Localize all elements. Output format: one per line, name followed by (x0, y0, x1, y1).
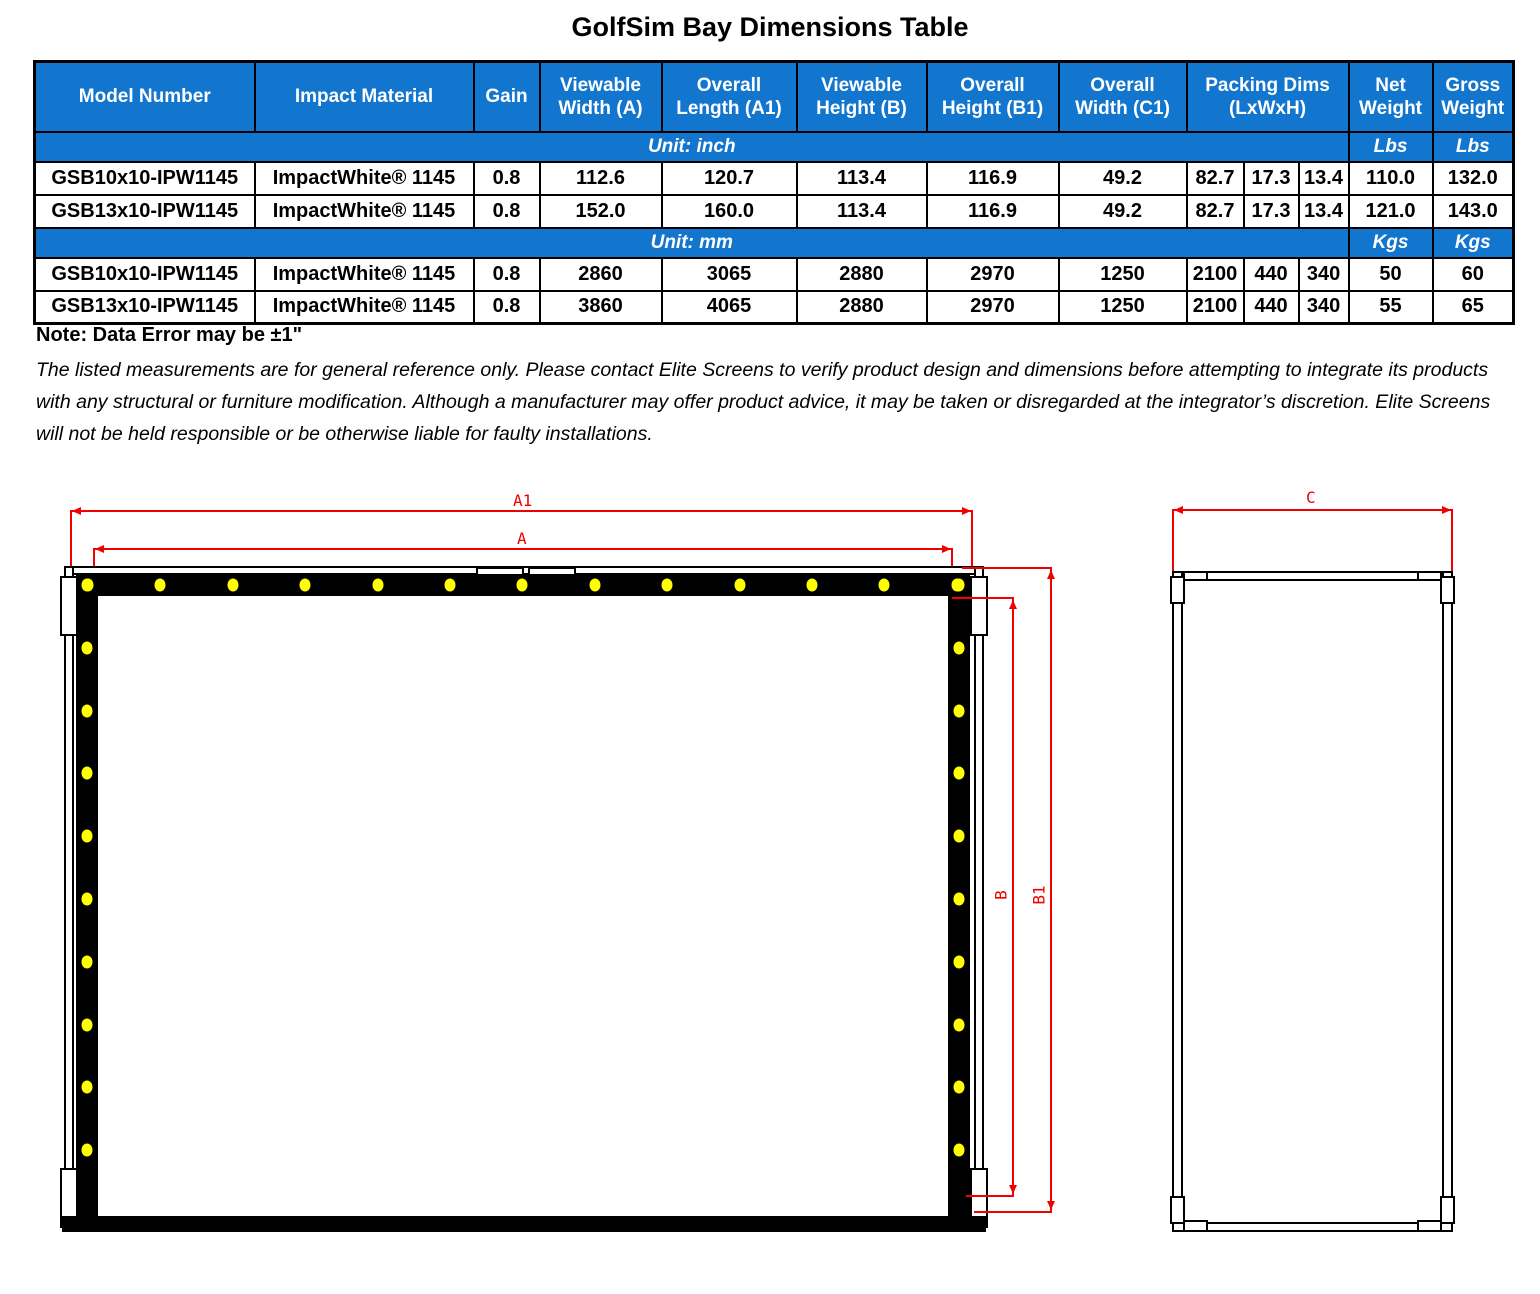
cell-overall-width: 49.2 (1059, 195, 1187, 228)
col-header-net-weight: Net Weight (1349, 62, 1433, 132)
cell-model: GSB10x10-IPW1145 (35, 258, 255, 291)
cell-viewable-height: 113.4 (797, 195, 927, 228)
table-header-row (35, 62, 1514, 132)
cell-pack-l: 2100 (1187, 258, 1244, 291)
cell-overall-width: 49.2 (1059, 162, 1187, 195)
cell-model: GSB13x10-IPW1145 (35, 291, 255, 324)
cell-viewable-width: 2860 (540, 258, 662, 291)
unit-gross-kgs: Kgs (1433, 228, 1514, 258)
cell-pack-h: 340 (1299, 291, 1349, 324)
side-frame-right (1442, 571, 1453, 1232)
grommet-dot (954, 1018, 965, 1031)
grommet-dot (300, 579, 311, 592)
cell-overall-height: 116.9 (927, 162, 1059, 195)
cell-overall-height: 116.9 (927, 195, 1059, 228)
dimension-label-b1: B1 (1029, 885, 1049, 905)
grommet-row-right (948, 574, 970, 1220)
grommet-dot (954, 1144, 965, 1157)
dimension-c-ext-left (1172, 509, 1174, 573)
grommet-row-left (76, 574, 98, 1220)
cell-pack-w: 440 (1244, 258, 1299, 291)
cell-material: ImpactWhite® 1145 (255, 195, 474, 228)
grommet-dot (879, 579, 890, 592)
cell-material: ImpactWhite® 1145 (255, 258, 474, 291)
grommet-dot (82, 641, 93, 654)
grommet-dot (82, 955, 93, 968)
cell-material: ImpactWhite® 1145 (255, 291, 474, 324)
grommet-dot (82, 1144, 93, 1157)
grommet-dot (589, 579, 600, 592)
dimension-c-ext-right (1451, 509, 1453, 573)
cell-pack-l: 82.7 (1187, 162, 1244, 195)
grommet-dot (227, 579, 238, 592)
grommet-dot (372, 579, 383, 592)
dimension-b1-ext-bottom (974, 1211, 1052, 1213)
unit-net-kgs: Kgs (1349, 228, 1433, 258)
arrowhead (1047, 570, 1055, 579)
col-header-gain: Gain (474, 62, 540, 132)
col-header-overall-length: Overall Length (A1) (662, 62, 797, 132)
table-row (35, 258, 1514, 291)
cell-pack-w: 17.3 (1244, 195, 1299, 228)
dimension-label-b: B (991, 890, 1011, 900)
grommet-dot (734, 579, 745, 592)
side-corner-joint (1440, 576, 1455, 604)
cell-viewable-width: 3860 (540, 291, 662, 324)
cell-overall-length: 160.0 (662, 195, 797, 228)
cell-net-weight: 50 (1349, 258, 1433, 291)
grommet-dot (517, 579, 528, 592)
cell-pack-h: 13.4 (1299, 195, 1349, 228)
grommet-dot (954, 830, 965, 843)
grommet-row-top (76, 574, 970, 596)
cell-overall-length: 3065 (662, 258, 797, 291)
arrowhead (72, 507, 81, 515)
unit-row-mm (35, 228, 1514, 258)
grommet-dot (954, 1081, 965, 1094)
grommet-dot (954, 893, 965, 906)
table-row (35, 162, 1514, 195)
dimension-a1-ext-right (971, 510, 973, 570)
cell-gross-weight: 60 (1433, 258, 1514, 291)
dimension-label-c: C (1306, 488, 1316, 507)
side-corner-joint (1183, 571, 1208, 581)
cell-gain: 0.8 (474, 162, 540, 195)
cell-pack-h: 13.4 (1299, 162, 1349, 195)
grommet-dot (82, 1018, 93, 1031)
dimension-b-line (1012, 597, 1014, 1197)
cell-pack-h: 340 (1299, 258, 1349, 291)
col-header-overall-width: Overall Width (C1) (1059, 62, 1187, 132)
cell-overall-height: 2970 (927, 291, 1059, 324)
dimension-b-ext-top (952, 597, 1014, 599)
cell-pack-w: 440 (1244, 291, 1299, 324)
col-header-viewable-width: Viewable Width (A) (540, 62, 662, 132)
cell-gain: 0.8 (474, 195, 540, 228)
arrowhead (1009, 600, 1017, 609)
unit-gross-lbs: Lbs (1433, 132, 1514, 162)
col-header-packing-dims: Packing Dims (LxWxH) (1187, 62, 1349, 132)
cell-net-weight: 110.0 (1349, 162, 1433, 195)
dimension-label-a: A (517, 529, 527, 548)
arrowhead (1047, 1201, 1055, 1210)
side-corner-joint (1440, 1196, 1455, 1224)
grommet-dot (662, 579, 673, 592)
page-title: GolfSim Bay Dimensions Table (571, 12, 969, 42)
side-frame-top (1172, 571, 1453, 581)
cell-net-weight: 55 (1349, 291, 1433, 324)
cell-pack-l: 2100 (1187, 291, 1244, 324)
cell-viewable-height: 2880 (797, 258, 927, 291)
side-corner-joint (1417, 1220, 1442, 1232)
table-row (35, 291, 1514, 324)
cell-gain: 0.8 (474, 291, 540, 324)
arrowhead (942, 545, 951, 553)
data-error-note: Note: Data Error may be ±1" (36, 324, 303, 346)
cell-material: ImpactWhite® 1145 (255, 162, 474, 195)
disclaimer-text: The listed measurements are for general reference only. Please contact Elite Screens to verify product design and dimensions before attempting to integrate its products with any structural or furniture modification. Although a manufacturer may offer product advice, it may be taken or disregarded at the integrator’s discretion. Elite Screens will not be held responsible or be otherwise liable for faulty installations. (36, 359, 1491, 445)
grommet-dot (954, 579, 965, 592)
arrowhead (962, 507, 971, 515)
cell-gross-weight: 132.0 (1433, 162, 1514, 195)
grommet-dot (954, 704, 965, 717)
screen-border-bottom (62, 1216, 986, 1232)
grommet-dot (954, 955, 965, 968)
cell-gross-weight: 65 (1433, 291, 1514, 324)
side-corner-joint (1417, 571, 1442, 581)
dimension-b-ext-bottom (966, 1195, 1014, 1197)
cell-pack-w: 17.3 (1244, 162, 1299, 195)
grommet-dot (954, 767, 965, 780)
dimension-label-a1: A1 (513, 491, 533, 510)
side-frame-bottom (1172, 1222, 1453, 1232)
dimension-b1-line (1050, 567, 1052, 1213)
unit-row-inch (35, 132, 1514, 162)
grommet-dot (82, 1081, 93, 1094)
table-row (35, 195, 1514, 228)
dimension-a-line (93, 548, 953, 550)
dimension-a1-ext-left (70, 510, 72, 570)
arrowhead (1442, 506, 1451, 514)
grommet-dot (82, 579, 93, 592)
arrowhead (1174, 506, 1183, 514)
cell-pack-l: 82.7 (1187, 195, 1244, 228)
cell-overall-length: 120.7 (662, 162, 797, 195)
cell-viewable-width: 112.6 (540, 162, 662, 195)
cell-overall-height: 2970 (927, 258, 1059, 291)
arrowhead (95, 545, 104, 553)
grommet-dot (155, 579, 166, 592)
cell-gross-weight: 143.0 (1433, 195, 1514, 228)
cell-model: GSB10x10-IPW1145 (35, 162, 255, 195)
cell-overall-width: 1250 (1059, 291, 1187, 324)
frame-right-pole (974, 566, 984, 1232)
grommet-dot (82, 767, 93, 780)
cell-model: GSB13x10-IPW1145 (35, 195, 255, 228)
side-corner-joint (1183, 1220, 1208, 1232)
side-frame-left (1172, 571, 1183, 1232)
col-header-overall-height: Overall Height (B1) (927, 62, 1059, 132)
frame-bracket (970, 576, 988, 636)
unit-label-inch: Unit: inch (35, 132, 1349, 162)
col-header-viewable-height: Viewable Height (B) (797, 62, 927, 132)
unit-label-mm: Unit: mm (35, 228, 1349, 258)
cell-viewable-height: 113.4 (797, 162, 927, 195)
frame-left-pole (64, 566, 74, 1232)
cell-viewable-width: 152.0 (540, 195, 662, 228)
cell-overall-width: 1250 (1059, 258, 1187, 291)
cell-viewable-height: 2880 (797, 291, 927, 324)
cell-gain: 0.8 (474, 258, 540, 291)
grommet-dot (445, 579, 456, 592)
grommet-dot (82, 704, 93, 717)
dimension-a1-line (70, 510, 973, 512)
grommet-dot (807, 579, 818, 592)
cell-net-weight: 121.0 (1349, 195, 1433, 228)
arrowhead (1009, 1185, 1017, 1194)
cell-overall-length: 4065 (662, 291, 797, 324)
grommet-dot (82, 830, 93, 843)
grommet-dot (82, 893, 93, 906)
unit-net-lbs: Lbs (1349, 132, 1433, 162)
dimension-b1-ext-top (962, 567, 1052, 569)
col-header-gross-weight: Gross Weight (1433, 62, 1514, 132)
col-header-model: Model Number (35, 62, 255, 132)
dimensions-table (33, 60, 1515, 325)
col-header-material: Impact Material (255, 62, 474, 132)
grommet-dot (954, 641, 965, 654)
dimension-c-line (1172, 509, 1453, 511)
